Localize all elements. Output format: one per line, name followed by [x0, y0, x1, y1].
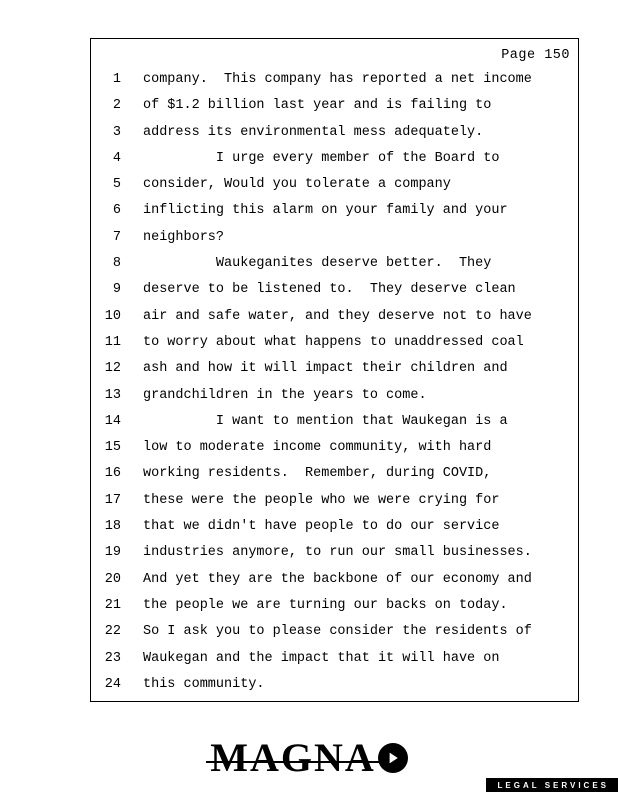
transcript-line [91, 646, 578, 672]
line-number: 16 [104, 466, 121, 482]
legal-services-banner: LEGAL SERVICES [486, 778, 618, 792]
line-text: grandchildren in the years to come. [143, 387, 427, 403]
line-number: 10 [104, 308, 121, 324]
line-number: 3 [112, 124, 121, 140]
transcript-line [91, 172, 578, 198]
line-number: 1 [112, 72, 121, 87]
transcript-line [91, 146, 578, 172]
arrow-icon [378, 743, 408, 773]
line-number: 9 [112, 282, 121, 298]
line-number: 17 [104, 492, 121, 508]
transcript-line [91, 383, 578, 409]
line-text: working residents. Remember, during COVID, [143, 466, 492, 482]
line-text: I urge every member of the Board to [143, 150, 500, 166]
transcript-line [91, 567, 578, 593]
line-number: 20 [104, 571, 121, 587]
line-text: ash and how it will impact their children and [143, 361, 508, 377]
line-text: So I ask you to please consider the residents of [143, 624, 532, 640]
line-number: 14 [104, 413, 121, 429]
line-number: 15 [104, 440, 121, 456]
transcript-line [91, 409, 578, 435]
transcript-line [91, 120, 578, 146]
line-number: 7 [112, 229, 121, 245]
transcript-line [91, 198, 578, 224]
line-number: 22 [104, 624, 121, 640]
line-text: And yet they are the backbone of our economy and [143, 571, 532, 587]
line-number: 18 [104, 519, 121, 535]
line-text: the people we are turning our backs on today. [143, 597, 508, 613]
transcript-line [91, 277, 578, 303]
line-text: Waukegan and the impact that it will have on [143, 650, 500, 666]
line-text: of $1.2 billion last year and is failing to [143, 98, 492, 114]
line-text: Waukeganites deserve better. They [143, 256, 492, 272]
line-number: 19 [104, 545, 121, 561]
line-number: 13 [104, 387, 121, 403]
transcript-line [91, 461, 578, 487]
line-text: I want to mention that Waukegan is a [143, 413, 508, 429]
line-text: air and safe water, and they deserve not to have [143, 308, 532, 324]
transcript-lines [91, 67, 578, 698]
transcript-line [91, 330, 578, 356]
line-number: 23 [104, 650, 121, 666]
magna-logo-row [210, 735, 408, 780]
transcript-line [91, 514, 578, 540]
transcript-line [91, 488, 578, 514]
line-text: neighbors? [143, 229, 225, 245]
line-number: 12 [104, 361, 121, 377]
magna-wordmark: MAGNA [210, 735, 376, 780]
magna-logo [0, 735, 618, 792]
transcript-line [91, 304, 578, 330]
transcript-line [91, 67, 578, 93]
transcript-line [91, 225, 578, 251]
line-text: this community. [143, 676, 265, 692]
line-text: that we didn't have people to do our service [143, 519, 500, 535]
line-text: these were the people who we were crying for [143, 492, 500, 508]
line-text: low to moderate income community, with hard [143, 440, 492, 456]
line-text: industries anymore, to run our small businesses. [143, 545, 532, 561]
transcript-line [91, 593, 578, 619]
transcript-line [91, 435, 578, 461]
page-number-label: Page 150 [501, 48, 570, 63]
transcript-line [91, 356, 578, 382]
transcript-line [91, 540, 578, 566]
line-text: deserve to be listened to. They deserve clean [143, 282, 516, 298]
transcript-line [91, 672, 578, 698]
line-number: 21 [104, 597, 121, 613]
line-text: to worry about what happens to unaddressed coal [143, 334, 524, 350]
line-number: 6 [112, 203, 121, 219]
line-number: 11 [104, 334, 121, 350]
transcript-line [91, 251, 578, 277]
line-number: 8 [112, 256, 121, 272]
transcript-line [91, 619, 578, 645]
line-text: inflicting this alarm on your family and your [143, 203, 508, 219]
line-number: 24 [104, 676, 121, 692]
line-text: company. This company has reported a net income [143, 72, 532, 87]
line-number: 2 [112, 98, 121, 114]
line-text: address its environmental mess adequately. [143, 124, 484, 140]
line-number: 4 [112, 150, 121, 166]
line-text: consider, Would you tolerate a company [143, 177, 451, 193]
transcript-frame [90, 38, 579, 702]
line-number: 5 [112, 177, 121, 193]
transcript-line [91, 93, 578, 119]
